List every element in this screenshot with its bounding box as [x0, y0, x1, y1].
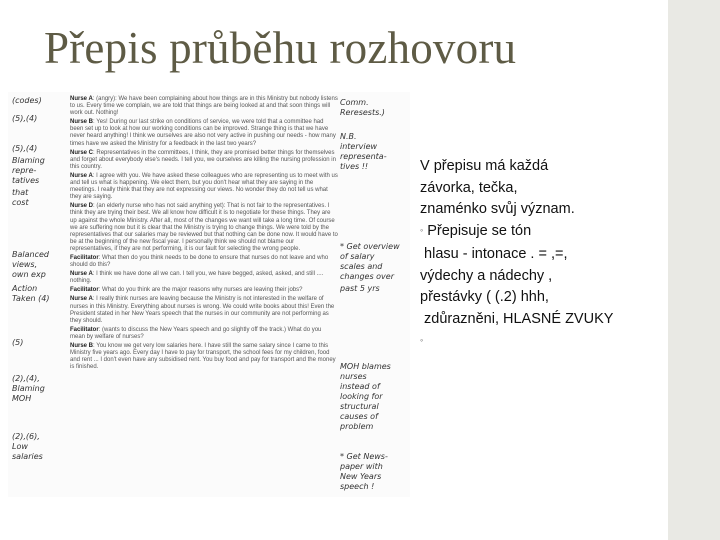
code-annotation: Blaming — [12, 384, 45, 393]
utterance-text: Yes! During our last strike on conditions of service, we were told that a committee had been set up to look at how our working conditions can be improved. Strange thing is that we have never heard anything! I think we ourselves are also not very active in pushing our needs - how many times have we asked the Ministry for a feedback in the last two years? — [70, 119, 336, 147]
body-line — [420, 309, 668, 331]
handwritten-note: causes of — [340, 412, 378, 421]
code-annotation: Taken (4) — [12, 294, 50, 303]
utterance-text: You know we get very low salaries here. I have still the same salary since I came to this Ministry five years ago. Every day I have to pay for transport, the school fees for my children, food and rent ... I don't even have any subsidised rent. You buy food and pay for transport and the money is finished. — [70, 343, 336, 371]
handwritten-note: nurses — [340, 372, 367, 381]
handwritten-note: paper with — [340, 462, 383, 471]
handwritten-note: instead of — [340, 382, 380, 391]
body-line: V přepisu má každá — [420, 158, 549, 174]
speaker-name: Facilitator — [70, 254, 99, 261]
handwritten-note: N.B. — [340, 132, 357, 141]
speaker-name: Nurse C — [70, 149, 94, 156]
handwritten-note: tives !! — [340, 162, 369, 171]
speaker-name: Nurse B — [70, 119, 94, 126]
speaker-name: Nurse A — [70, 271, 93, 278]
transcript-paragraph: Nurse A: I think we have done all we can. I tell you, we have begged, asked, asked, and still .... nothing. — [70, 271, 324, 285]
code-annotation: Blaming — [12, 156, 45, 165]
bullet-text: Přepisuje se tón — [427, 223, 532, 240]
code-annotation: Balanced — [12, 250, 49, 259]
codes-margin — [8, 92, 70, 497]
code-annotation: (5) — [12, 338, 24, 347]
handwritten-note: interview — [340, 142, 378, 151]
handwritten-note: changes over — [340, 272, 394, 281]
code-annotation: views, — [12, 260, 38, 269]
body-line-text: zdůrazněni, HLASNÉ ZVUKY — [424, 310, 614, 327]
utterance-text: I agree with you. We have asked these colleagues who are representing us to meet with us and tell us what is happening. We elect them, but you don't hear what they are saying in the meetings. I really think that they are not expressing our views. No wonder they do not tell us what they are saying. — [70, 172, 338, 201]
body-line: závorka, tečka, — [420, 179, 518, 196]
bullet-icon: ◦ — [420, 334, 424, 345]
handwritten-note: * Get News- — [340, 452, 388, 461]
code-annotation: (2),(6), — [12, 432, 40, 441]
handwritten-note: problem — [340, 422, 374, 431]
transcript-paragraph: Nurse A: (angry): We have been complaining about how things are in this Ministry but nobody listens to us. Every time we complain, we are told that things are being looked at and that soon things will work out. Nothing! — [70, 96, 338, 117]
body-line: přestávky ( (.2) hhh, — [420, 289, 549, 306]
transcript-paragraph: Nurse B: You know we get very low salaries here. I have still the same salary since I came to this Ministry five years ago. Every day I have to pay for transport, the school fees for my children, food and rent ... I don't even have any subsidised rent. You buy food and pay for transport and the money is finished. — [70, 343, 336, 371]
handwritten-note: New Years — [340, 472, 382, 481]
code-annotation: (codes) — [12, 96, 42, 105]
handwritten-note: of salary — [340, 252, 375, 261]
code-annotation: own exp — [12, 270, 46, 279]
utterance-text: (an elderly nurse who has not said anything yet): That is not fair to the representatives. I think they are trying their best. We all know how difficult it is to negotiate for these things. They are up against the whole Ministry. After all, most of the changes we want will take a long time. Of course we are suffering now but it is clear that the Ministry is trying to change things. We were told by the representatives that our salaries may be reviewed but that nothing can be done now. It would have to be at the beginning of the new fiscal year. I personally think we should not blame our representatives, if they are not performing, it is our fault for selecting the wrong people. — [70, 203, 338, 252]
transcript-paragraph: Nurse D: (an elderly nurse who has not said anything yet): That is not fair to the representatives. I think they are trying their best. We all know how difficult it is to negotiate for these things. They are up against the whole Ministry. After all, most of the changes we want will take a long time. Of course we are suffering now but it is clear that the Ministry is trying to change things. We were told by the representatives that our salaries may be reviewed but that nothing can be done now. It would have to be at the beginning of the new fiscal year. I personally think we should not blame our representatives, if they are not performing, it is our fault for selecting the wrong people. — [70, 203, 338, 252]
code-annotation: that — [12, 188, 29, 197]
body-line: znaménko svůj význam. — [420, 201, 575, 218]
body-line: výdechy a nádechy , — [420, 267, 553, 284]
bullet-icon: ◦ — [420, 225, 424, 236]
utterance-text: (angry): We have been complaining about how things are in this Ministry but nobody listens to us. Every time we complain, we are told that things are being looked at and that soon things will work out. Nothing! — [70, 96, 338, 117]
utterance-text: I think we have done all we can. I tell you, we have begged, asked, asked, and still .... nothing. — [70, 271, 324, 285]
utterance-text: Representatives in the committees, I think, they are promised better things for themselves and forget about everybody else's needs. I tell you, we ourselves are killing the nursing profession in this country. — [70, 149, 336, 170]
code-annotation: MOH — [12, 394, 32, 403]
code-annotation: tatives — [12, 176, 40, 185]
bullet-item — [420, 331, 668, 354]
transcript-paragraph: Facilitator: (wants to discuss the New Years speech and go slightly off the track.) What do you mean by welfare of nurses? — [70, 326, 322, 340]
code-annotation: (5),(4) — [12, 144, 38, 153]
handwritten-note: looking for — [340, 392, 383, 401]
handwritten-note: * Get overview — [340, 242, 400, 251]
slide-body — [420, 156, 668, 353]
code-annotation: repre- — [12, 166, 37, 175]
transcript-paragraph: Nurse B: Yes! During our last strike on conditions of service, we were told that a committee had been set up to look at how our working conditions can be improved. Strange thing is that we have never heard anything! I think we ourselves are also not very active in pushing our needs - how many times have we asked the Ministry for a feedback in the last two years? — [70, 119, 336, 147]
code-annotation: cost — [12, 198, 29, 207]
handwritten-note: speech ! — [340, 482, 375, 491]
speaker-name: Nurse D — [70, 203, 94, 210]
handwritten-note: structural — [340, 402, 379, 411]
handwritten-note: representa- — [340, 152, 387, 161]
code-annotation: Low — [12, 442, 28, 451]
handwritten-note: Reresests.) — [340, 108, 385, 117]
bullet-item — [420, 221, 668, 244]
transcript-paragraph: Facilitator: What do you think are the major reasons why nurses are leaving their jobs? — [70, 287, 303, 294]
speaker-name: Nurse B — [70, 343, 94, 349]
utterance-text: What do you think are the major reasons why nurses are leaving their jobs? — [102, 287, 303, 294]
transcript-paragraph: Nurse A: I really think nurses are leaving because the Ministry is not interested in the welfare of nurses in this Ministry. Everything about nurses is wrong. We could write books about this! Even the President stated in her New Years speech that the nurses in our community are not performing as they should. — [70, 296, 335, 324]
handwritten-notes-margin — [338, 92, 410, 497]
code-annotation: (5),(4) — [12, 114, 38, 123]
utterance-text: What then do you think needs to be done to ensure that nurses do not leave and who should do this? — [70, 254, 329, 269]
handwritten-note: Comm. — [340, 98, 369, 107]
decorative-side-bar — [668, 0, 720, 540]
scanned-transcript-image — [8, 92, 410, 497]
code-annotation: salaries — [12, 452, 43, 461]
speaker-name: Nurse A — [70, 172, 93, 179]
handwritten-note: past 5 yrs — [340, 284, 380, 293]
transcript-paragraph: Nurse C: Representatives in the committees, I think, they are promised better things for themselves and forget about everybody else's needs. I tell you, we ourselves are killing the nursing profession in this country. — [70, 149, 336, 170]
transcript-paragraph: Nurse A: I agree with you. We have asked these colleagues who are representing us to meet with us and tell us what is happening. We elect them, but you don't hear what they are saying in the meetings. I really think that they are not expressing our views. No wonder they do not tell us what they are saying. — [70, 172, 338, 201]
body-line-text: hlasu - intonace . = ,=, — [424, 245, 568, 262]
speaker-name: Nurse A — [70, 296, 93, 303]
code-annotation: Action — [12, 284, 38, 293]
code-annotation: (2),(4), — [12, 374, 40, 383]
utterance-text: I really think nurses are leaving because the Ministry is not interested in the welfare of nurses in this Ministry. Everything about nurses is wrong. We could write books about this! Even the President stated in her New Years speech that the nurses in our community are not performing as they should. — [70, 296, 335, 324]
body-line — [420, 244, 668, 266]
transcript-paragraph: Facilitator: What then do you think needs to be done to ensure that nurses do not leave and who should do this? — [70, 254, 329, 269]
speaker-name: Facilitator — [70, 326, 99, 333]
transcript-text — [70, 96, 338, 496]
handwritten-note: MOH blames — [340, 362, 391, 371]
utterance-text: (wants to discuss the New Years speech and go slightly off the track.) What do you mean by welfare of nurses? — [70, 326, 322, 340]
slide-title: Přepis průběhu rozhovoru — [44, 23, 517, 73]
speaker-name: Nurse A — [70, 96, 93, 102]
speaker-name: Facilitator — [70, 287, 99, 294]
handwritten-note: scales and — [340, 262, 383, 271]
